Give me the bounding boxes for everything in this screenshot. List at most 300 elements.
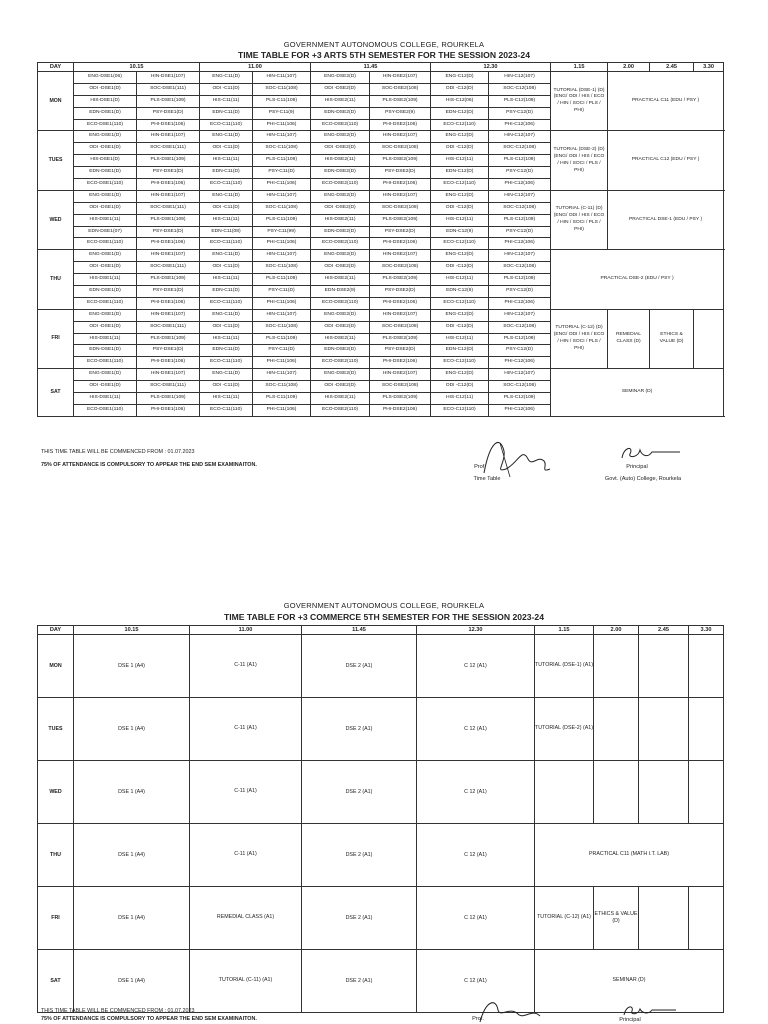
arts-timetable — [37, 62, 724, 417]
arts-class-cell: PHI-DSE2(106) — [370, 357, 431, 369]
commerce-empty-cell — [639, 761, 689, 824]
arts-class-cell: EDN-C12(D) — [431, 167, 489, 179]
arts-class-cell: ENG-DSE1(D) — [74, 309, 137, 321]
arts-practical-cell: PRACTICAL C11 (EDU / PSY ) — [608, 72, 724, 131]
arts-class-cell: HIS-DSE1(11) — [74, 393, 137, 405]
arts-class-cell: HIN-C12(107) — [489, 72, 551, 84]
arts-class-cell: HIN-DSE1(107) — [137, 190, 200, 202]
arts-practical-cell: PRACTICAL DSE-2 (EDU / PSY ) — [551, 250, 724, 309]
arts-class-cell: SOC-DSE2(108) — [370, 321, 431, 333]
arts-class-cell: ECO-DSE1(110) — [74, 357, 137, 369]
arts-class-cell: EDN-C12(D) — [431, 345, 489, 357]
commerce-header-day: DAY — [38, 626, 74, 635]
arts-tutorial-cell: TUTORIAL (DSE-1) (D) (ENG/ ODI / HIS / ECO / HIN / SOCI / PLS / PHI) — [551, 72, 608, 131]
arts-class-cell: PSY-C11(D) — [253, 167, 311, 179]
arts-class-cell: HIN-DSE1(107) — [137, 309, 200, 321]
arts-row — [38, 369, 724, 381]
arts-class-cell: HIN-C12(107) — [489, 250, 551, 262]
arts-class-cell: ECO-C11(110) — [200, 357, 253, 369]
arts-class-cell: PHI-C12(106) — [489, 238, 551, 250]
arts-day-label: FRI — [38, 309, 74, 368]
commerce-class-cell: C-11 (A1) — [190, 761, 302, 824]
arts-class-cell: ENG-DSE2(D) — [311, 131, 370, 143]
arts-class-cell: PHI-C11(106) — [253, 404, 311, 416]
arts-class-cell: HIS-C11(11) — [200, 393, 253, 405]
arts-class-cell: ECO-C12(110) — [431, 238, 489, 250]
arts-class-cell: HIN-C11(107) — [253, 190, 311, 202]
commerce-principal-label: Principal — [619, 1017, 641, 1023]
arts-class-cell: SOC-DSE2(108) — [370, 381, 431, 393]
arts-class-cell: ECO-C12(110) — [431, 179, 489, 191]
arts-class-cell: SOC-C12(108) — [489, 202, 551, 214]
arts-class-cell: PSY-C11(D) — [253, 286, 311, 298]
commerce-day-label: TUES — [38, 698, 74, 761]
arts-class-cell: ODI -C12(D) — [431, 143, 489, 155]
arts-class-cell: EDN-DSE1(D) — [74, 286, 137, 298]
arts-class-cell: PSY-C11(D) — [253, 345, 311, 357]
arts-class-cell: ENG-C11(D) — [200, 309, 253, 321]
commerce-class-cell: DSE 2 (A1) — [302, 824, 417, 887]
arts-class-cell: EDN-C11(D) — [200, 286, 253, 298]
arts-class-cell: PHI-C12(106) — [489, 357, 551, 369]
arts-class-cell: PSY-DSE1(D) — [137, 345, 200, 357]
arts-class-cell: SOC-C12(108) — [489, 381, 551, 393]
commerce-header-115: 1.15 — [535, 626, 594, 635]
arts-class-cell: PSY-DSE2(D) — [370, 167, 431, 179]
arts-class-cell: HIS-DSE1(11) — [74, 214, 137, 226]
arts-class-cell: ODI -C12(D) — [431, 262, 489, 274]
commerce-college-name: GOVERNMENT AUTONOMOUS COLLEGE, ROURKELA — [283, 601, 485, 610]
arts-class-cell: ODI -DSE1(D) — [74, 83, 137, 95]
arts-class-cell: HIS-C12(11) — [431, 333, 489, 345]
arts-class-cell: EDN-DSE2(D) — [311, 167, 370, 179]
arts-class-cell: ODI -DSE2(D) — [311, 262, 370, 274]
arts-class-cell: PHI-DSE1(106) — [137, 297, 200, 309]
commerce-empty-cell — [639, 635, 689, 698]
arts-class-cell: SOC-C12(108) — [489, 321, 551, 333]
commerce-row — [38, 761, 724, 824]
arts-class-cell: EDN-C12(D) — [431, 107, 489, 119]
commerce-empty-cell — [689, 698, 724, 761]
arts-class-cell: EDN-DSE2(D) — [311, 107, 370, 119]
arts-empty-cell — [694, 309, 724, 368]
commerce-title: TIME TABLE FOR +3 COMMERCE 5TH SEMESTER FOR THE SESSION 2023-24 — [223, 612, 544, 622]
arts-practical-cell: SEMINAR (D) — [551, 369, 724, 417]
arts-class-cell: HIS-C11(11) — [200, 274, 253, 286]
arts-class-cell: ENG-C12(D) — [431, 369, 489, 381]
arts-class-cell: ODI -DSE2(D) — [311, 143, 370, 155]
commerce-class-cell: TUTORIAL (C-11) (A1) — [190, 950, 302, 1013]
arts-class-cell: HIN-C11(107) — [253, 309, 311, 321]
arts-day-label: MON — [38, 72, 74, 131]
arts-day-label: SAT — [38, 369, 74, 417]
arts-class-cell: ECO-DSE2(110) — [311, 357, 370, 369]
arts-class-cell: SOC-DSE2(108) — [370, 143, 431, 155]
commerce-class-cell: C 12 (A1) — [417, 698, 535, 761]
arts-class-cell: ODI -DSE2(D) — [311, 202, 370, 214]
commerce-row — [38, 635, 724, 698]
commerce-header-1230: 12.30 — [417, 626, 535, 635]
arts-prof-label: Prof. — [474, 464, 486, 470]
arts-class-cell: PLS-DSE1(109) — [137, 214, 200, 226]
arts-class-cell: PHI-DSE1(106) — [137, 238, 200, 250]
arts-header-200: 2.00 — [608, 63, 650, 72]
arts-class-cell: HIS-DSE2(11) — [311, 333, 370, 345]
arts-class-cell: ODI -DSE2(D) — [311, 381, 370, 393]
arts-class-cell: PLS-C11(109) — [253, 214, 311, 226]
arts-class-cell: EDN-C11(D) — [200, 167, 253, 179]
arts-class-cell: ENG-C12(D) — [431, 190, 489, 202]
arts-row — [38, 131, 724, 143]
arts-class-cell: SOC-C11(108) — [253, 83, 311, 95]
arts-class-cell: SOC-DSE1(111) — [137, 202, 200, 214]
arts-class-cell: ENG-C11(D) — [200, 250, 253, 262]
arts-class-cell: HIN-C11(107) — [253, 131, 311, 143]
commerce-row — [38, 824, 724, 887]
arts-class-cell: EDN-C12(9) — [431, 286, 489, 298]
arts-class-cell: HIS-C12(11) — [431, 155, 489, 167]
commerce-attendance-note: 75% OF ATTENDANCE IS COMPULSORY TO APPEAR THE END SEM EXAMINAITON. — [41, 1016, 257, 1022]
arts-class-cell: PLS-DSE2(109) — [370, 333, 431, 345]
arts-class-cell: PHI-DSE2(106) — [370, 404, 431, 416]
arts-class-cell: ODI -C11(D) — [200, 321, 253, 333]
arts-class-cell: ENG-DSE1(D) — [74, 369, 137, 381]
arts-class-cell: HIS-C12(06) — [431, 95, 489, 107]
arts-class-cell: PSY-DSE1(D) — [137, 286, 200, 298]
arts-class-cell: PLS-C11(109) — [253, 274, 311, 286]
arts-class-cell: ODI -C12(D) — [431, 202, 489, 214]
arts-row — [38, 72, 724, 84]
commerce-class-cell: C-11 (A1) — [190, 698, 302, 761]
commerce-empty-cell — [639, 698, 689, 761]
commerce-class-cell: REMEDIAL CLASS (A1) — [190, 887, 302, 950]
arts-day-label: WED — [38, 190, 74, 249]
commerce-prof-label: Prof. — [472, 1016, 484, 1022]
arts-class-cell: SOC-DSE2(108) — [370, 83, 431, 95]
commerce-tutorial-cell: TUTORIAL (DSE-1) (A1) — [535, 635, 594, 698]
arts-class-cell: EDN-DSE1(D) — [74, 167, 137, 179]
commerce-header-200: 2.00 — [594, 626, 639, 635]
arts-class-cell: PSY-DSE1(D) — [137, 107, 200, 119]
commerce-row — [38, 887, 724, 950]
arts-class-cell: ENG-DSE1(D) — [74, 190, 137, 202]
arts-class-cell: ECO-DSE2(110) — [311, 238, 370, 250]
arts-class-cell: ENG-DSE2(D) — [311, 72, 370, 84]
arts-class-cell: ECO-C11(110) — [200, 119, 253, 131]
commerce-header-245: 2.45 — [639, 626, 689, 635]
commerce-class-cell: DSE 1 (A4) — [74, 824, 190, 887]
commerce-class-cell: DSE 1 (A4) — [74, 887, 190, 950]
arts-class-cell: SOC-DSE2(108) — [370, 202, 431, 214]
arts-class-cell: PSY-C12(D) — [489, 286, 551, 298]
commerce-day-label: SAT — [38, 950, 74, 1013]
arts-class-cell: PLS-DSE2(109) — [370, 95, 431, 107]
arts-principal-label: Principal — [626, 464, 648, 470]
arts-class-cell: SOC-C11(108) — [253, 381, 311, 393]
arts-class-cell: EDN-C11(D) — [200, 107, 253, 119]
arts-class-cell: ODI -DSE1(D) — [74, 381, 137, 393]
arts-day-label: TUES — [38, 131, 74, 190]
arts-class-cell: PHI-DSE1(106) — [137, 404, 200, 416]
arts-class-cell: EDN-C12(9) — [431, 226, 489, 238]
commerce-day-label: FRI — [38, 887, 74, 950]
arts-class-cell: PLS-C11(109) — [253, 155, 311, 167]
arts-class-cell: HIN-C11(107) — [253, 250, 311, 262]
arts-class-cell: PHI-C11(106) — [253, 179, 311, 191]
arts-class-cell: HIN-C12(107) — [489, 369, 551, 381]
arts-class-cell: ECO-DSE1(110) — [74, 179, 137, 191]
commerce-class-cell: DSE 2 (A1) — [302, 698, 417, 761]
arts-class-cell: HIN-DSE2(107) — [370, 190, 431, 202]
arts-class-cell: PSY-C12(D) — [489, 107, 551, 119]
arts-class-cell: SOC-DSE1(111) — [137, 83, 200, 95]
arts-class-cell: SOC-DSE1(111) — [137, 381, 200, 393]
arts-class-cell: EDN-DSE1(D) — [74, 107, 137, 119]
commerce-class-cell: DSE 1 (A4) — [74, 950, 190, 1013]
arts-class-cell: HIN-DSE2(107) — [370, 72, 431, 84]
arts-class-cell: PLS-DSE1(109) — [137, 333, 200, 345]
arts-class-cell: PHI-DSE2(106) — [370, 179, 431, 191]
arts-class-cell: PSY-DSE1(D) — [137, 226, 200, 238]
arts-class-cell: ODI -DSE1(D) — [74, 143, 137, 155]
arts-header-1015: 10.15 — [74, 63, 200, 72]
arts-attendance-note: 75% OF ATTENDANCE IS COMPULSORY TO APPEAR THE END SEM EXAMINAITON. — [41, 462, 257, 468]
commerce-practical-cell: PRACTICAL C11 (MATH I.T. LAB) — [535, 824, 724, 887]
commerce-class-cell: C 12 (A1) — [417, 887, 535, 950]
arts-header-330: 3.30 — [694, 63, 724, 72]
arts-row — [38, 190, 724, 202]
commerce-class-cell: C-11 (A1) — [190, 635, 302, 698]
arts-class-cell: PLS-DSE2(109) — [370, 274, 431, 286]
arts-class-cell: ENG-C11(D) — [200, 131, 253, 143]
arts-class-cell: ODI -C11(D) — [200, 262, 253, 274]
arts-class-cell: HIN-DSE2(107) — [370, 369, 431, 381]
arts-class-cell: ODI -C11(D) — [200, 83, 253, 95]
arts-class-cell: PHI-DSE1(106) — [137, 357, 200, 369]
arts-class-cell: ECO-C11(110) — [200, 238, 253, 250]
commerce-empty-cell — [639, 887, 689, 950]
arts-class-cell: ENG-DSE1(06) — [74, 72, 137, 84]
arts-class-cell: HIS-DSE2(11) — [311, 214, 370, 226]
arts-class-cell: ECO-DSE1(110) — [74, 297, 137, 309]
arts-class-cell: ECO-C12(110) — [431, 404, 489, 416]
arts-class-cell: SOC-C12(108) — [489, 83, 551, 95]
arts-day-label: THU — [38, 250, 74, 309]
arts-class-cell: SOC-DSE1(111) — [137, 143, 200, 155]
arts-class-cell: PHI-DSE1(106) — [137, 119, 200, 131]
arts-class-cell: PLS-C12(109) — [489, 95, 551, 107]
arts-college-name: GOVERNMENT AUTONOMOUS COLLEGE, ROURKELA — [283, 40, 485, 49]
arts-class-cell: PHI-C12(106) — [489, 297, 551, 309]
arts-class-cell: ODI -DSE1(D) — [74, 321, 137, 333]
arts-class-cell: ECO-C11(110) — [200, 404, 253, 416]
arts-class-cell: PSY-C12(D) — [489, 226, 551, 238]
arts-row — [38, 309, 724, 321]
commerce-empty-cell — [594, 698, 639, 761]
commerce-class-cell: DSE 1 (A4) — [74, 635, 190, 698]
arts-class-cell: HIS-DSE1(11) — [74, 274, 137, 286]
arts-class-cell: HIN-DSE2(107) — [370, 309, 431, 321]
arts-class-cell: SOC-C11(108) — [253, 262, 311, 274]
arts-class-cell: SOC-DSE1(111) — [137, 321, 200, 333]
arts-class-cell: ECO-DSE2(110) — [311, 297, 370, 309]
arts-class-cell: ECO-DSE1(110) — [74, 238, 137, 250]
arts-header-day: DAY — [38, 63, 74, 72]
commerce-day-label: WED — [38, 761, 74, 824]
commerce-header-1015: 10.15 — [74, 626, 190, 635]
arts-class-cell: PLS-DSE2(109) — [370, 393, 431, 405]
arts-class-cell: HIN-DSE1(107) — [137, 369, 200, 381]
arts-class-cell: PSY-C11(9) — [253, 107, 311, 119]
arts-class-cell: HIS-C12(11) — [431, 393, 489, 405]
arts-class-cell: HIS-DSE2(11) — [311, 393, 370, 405]
arts-class-cell: HIN-DSE1(107) — [137, 72, 200, 84]
commerce-commence-note: THIS TIME TABLE WILL BE COMMENCED FROM : 01.07.2023 — [41, 1008, 195, 1014]
arts-class-cell: PSY-DSE2(D) — [370, 226, 431, 238]
arts-class-cell: ENG-DSE2(D) — [311, 369, 370, 381]
arts-tutorial-cell: TUTORIAL (DSE-2) (D) (ENG/ ODI / HIS / ECO / HIN / SOCI / PLS / PHI) — [551, 131, 608, 190]
arts-class-cell: HIS-DSE2(11) — [311, 155, 370, 167]
arts-class-cell: HIS-C12(11) — [431, 274, 489, 286]
arts-header-115: 1.15 — [551, 63, 608, 72]
arts-class-cell: PSY-C11(99) — [253, 226, 311, 238]
arts-class-cell: PSY-DSE2(D) — [370, 286, 431, 298]
arts-header-245: 2.45 — [650, 63, 694, 72]
commerce-class-cell: C 12 (A1) — [417, 950, 535, 1013]
arts-class-cell: HIS-DSE2(11) — [311, 95, 370, 107]
commerce-class-cell: DSE 2 (A1) — [302, 635, 417, 698]
arts-class-cell: PSY-C12(D) — [489, 345, 551, 357]
arts-class-cell: HIN-C12(107) — [489, 309, 551, 321]
arts-class-cell: EDN-DSE2(D) — [311, 226, 370, 238]
arts-class-cell: SOC-C12(108) — [489, 143, 551, 155]
arts-class-cell: EDN-DSE1(07) — [74, 226, 137, 238]
arts-class-cell: PSY-DSE2(D) — [370, 345, 431, 357]
commerce-tutorial-cell — [535, 761, 594, 824]
arts-title: TIME TABLE FOR +3 ARTS 5TH SEMESTER FOR THE SESSION 2023-24 — [237, 50, 530, 60]
arts-class-cell: PSY-DSE1(D) — [137, 167, 200, 179]
arts-class-cell: EDN-DSE1(D) — [74, 345, 137, 357]
arts-class-cell: HIN-C12(107) — [489, 190, 551, 202]
commerce-empty-cell — [689, 887, 724, 950]
arts-tutorial-cell: TUTORIAL (C-11) (D) (ENG/ ODI / HIS / ECO / HIN / SOCI / PLS / PHI) — [551, 190, 608, 249]
arts-class-cell: HIS-C11(11) — [200, 214, 253, 226]
commerce-day-label: MON — [38, 635, 74, 698]
arts-class-cell: ECO-C11(110) — [200, 297, 253, 309]
arts-class-cell: PHI-DSE2(106) — [370, 119, 431, 131]
arts-class-cell: ECO-DSE2(110) — [311, 404, 370, 416]
arts-class-cell: HIS-C11(11) — [200, 95, 253, 107]
arts-class-cell: ODI -C12(D) — [431, 83, 489, 95]
arts-class-cell: HIN-DSE1(107) — [137, 131, 200, 143]
arts-class-cell: ENG-DSE2(D) — [311, 190, 370, 202]
commerce-class-cell: C 12 (A1) — [417, 824, 535, 887]
arts-row — [38, 250, 724, 262]
commerce-class-cell: DSE 2 (A1) — [302, 761, 417, 824]
arts-class-cell: ECO-DSE1(110) — [74, 404, 137, 416]
commerce-row — [38, 698, 724, 761]
arts-class-cell: PSY-C12(D) — [489, 167, 551, 179]
arts-class-cell: SOC-C11(108) — [253, 321, 311, 333]
commerce-class-cell: DSE 1 (A4) — [74, 698, 190, 761]
commerce-ethics-cell: ETHICS & VALUE (D) — [594, 887, 639, 950]
arts-class-cell: ECO-C12(110) — [431, 119, 489, 131]
arts-class-cell: PHI-C11(106) — [253, 238, 311, 250]
commerce-tutorial-cell: TUTORIAL (DSE-2) (A1) — [535, 698, 594, 761]
arts-class-cell: PHI-C12(106) — [489, 179, 551, 191]
arts-class-cell: PHI-C12(106) — [489, 404, 551, 416]
arts-class-cell: HIN-DSE1(107) — [137, 250, 200, 262]
commerce-header-1100: 11.00 — [190, 626, 302, 635]
arts-class-cell: ENG-C12(D) — [431, 309, 489, 321]
arts-class-cell: PLS-C12(109) — [489, 333, 551, 345]
arts-class-cell: PHI-C11(106) — [253, 297, 311, 309]
arts-class-cell: ECO-DSE2(110) — [311, 119, 370, 131]
commerce-class-cell: C 12 (A1) — [417, 635, 535, 698]
arts-class-cell: ODI -DSE1(D) — [74, 262, 137, 274]
commerce-class-cell: C-11 (A1) — [190, 824, 302, 887]
arts-class-cell: PLS-DSE1(109) — [137, 95, 200, 107]
arts-class-cell: PHI-DSE2(106) — [370, 238, 431, 250]
arts-class-cell: ENG-DSE2(D) — [311, 309, 370, 321]
commerce-day-label: THU — [38, 824, 74, 887]
commerce-class-cell: C 12 (A1) — [417, 761, 535, 824]
arts-class-cell: PLS-C11(109) — [253, 393, 311, 405]
arts-header-1230: 12.30 — [431, 63, 551, 72]
arts-class-cell: PLS-C12(109) — [489, 393, 551, 405]
arts-class-cell: ODI -C11(D) — [200, 381, 253, 393]
arts-class-cell: PLS-C12(109) — [489, 155, 551, 167]
arts-class-cell: PLS-DSE2(109) — [370, 214, 431, 226]
arts-class-cell: HIS-C11(11) — [200, 333, 253, 345]
arts-class-cell: ENG-DSE1(D) — [74, 131, 137, 143]
commerce-timetable — [37, 625, 724, 1013]
arts-class-cell: HIS-DSE1(D) — [74, 95, 137, 107]
arts-header-1100: 11.00 — [200, 63, 311, 72]
arts-class-cell: ENG-DSE1(D) — [74, 250, 137, 262]
arts-class-cell: SOC-C12(108) — [489, 262, 551, 274]
arts-class-cell: ECO-C12(110) — [431, 357, 489, 369]
commerce-header-1145: 11.45 — [302, 626, 417, 635]
arts-class-cell: EDN-DSE2(D) — [311, 345, 370, 357]
arts-commence-note: THIS TIME TABLE WILL BE COMMENCED FROM : 01.07.2023 — [41, 449, 195, 455]
commerce-class-cell: DSE 2 (A1) — [302, 887, 417, 950]
arts-class-cell: ECO-DSE2(110) — [311, 179, 370, 191]
arts-practical-cell: PRACTICAL C12 (EDU / PSY ) — [608, 131, 724, 190]
arts-class-cell: ENG-DSE2(D) — [311, 250, 370, 262]
arts-principal-signature — [618, 444, 688, 464]
arts-class-cell: EDN-C11(08) — [200, 226, 253, 238]
commerce-empty-cell — [594, 761, 639, 824]
arts-class-cell: SOC-C11(108) — [253, 202, 311, 214]
arts-class-cell: PLS-DSE1(109) — [137, 274, 200, 286]
arts-college-sign-label: Govt. (Auto) College, Rourkela — [604, 476, 682, 482]
arts-class-cell: PLS-C12(109) — [489, 214, 551, 226]
arts-class-cell: SOC-DSE1(111) — [137, 262, 200, 274]
arts-class-cell: PLS-DSE1(109) — [137, 393, 200, 405]
arts-class-cell: HIN-DSE2(107) — [370, 250, 431, 262]
arts-class-cell: ENG-C11(D) — [200, 369, 253, 381]
arts-class-cell: PLS-C11(109) — [253, 333, 311, 345]
arts-class-cell: ODI -DSE2(D) — [311, 321, 370, 333]
arts-class-cell: ENG-C12(D) — [431, 72, 489, 84]
commerce-empty-cell — [689, 761, 724, 824]
arts-class-cell: EDN-DSE2(9) — [311, 286, 370, 298]
arts-class-cell: PLS-DSE1(109) — [137, 155, 200, 167]
commerce-class-cell: DSE 1 (A4) — [74, 761, 190, 824]
commerce-class-cell: DSE 2 (A1) — [302, 950, 417, 1013]
arts-class-cell: ENG-C11(D) — [200, 190, 253, 202]
